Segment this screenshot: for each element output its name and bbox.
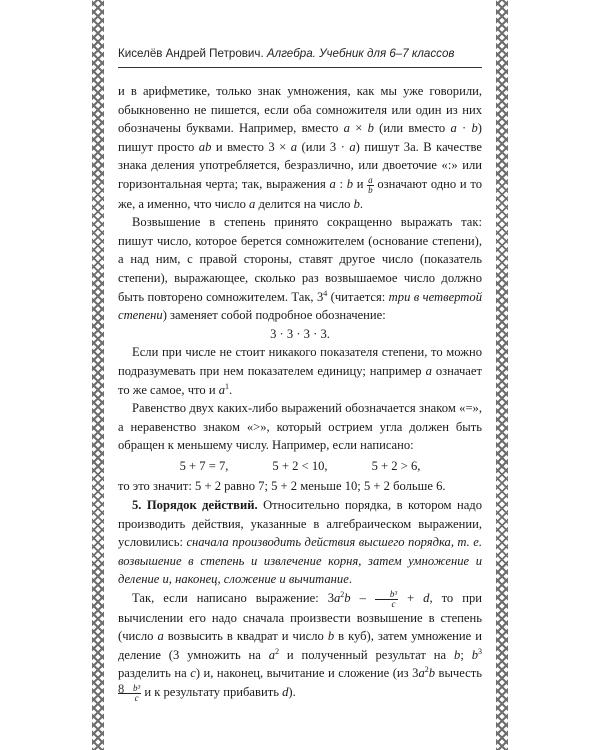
paragraph-7: Так, если написано выражение: $3a^2b$ – $\frac{\text{b³}}{c}$ + d, то при вычислении его надо сначала произвести возвышение в степень (число a возвысить в квадрат и число b в куб), затем умножение и деление (3 умножить на $a^2$ и полученный результат на b; $b^3$ разделить на c) и, наконец, вычитание и сложение (из $3a^2b$ вычесть $\frac{\text{b³}}{c}$ и к результату прибавить d).	[118, 588, 483, 703]
formula-item: 5 + 7 = 7,	[179, 458, 229, 473]
fraction-b3-over-c: $\frac{\text{b³}}{c}$	[375, 590, 398, 609]
fraction-b3-over-c: $\frac{\text{b³}}{c}$	[118, 684, 141, 703]
book-page	[118, 0, 482, 750]
formula-item: 5 + 2 > 6,	[371, 458, 421, 473]
paragraph-2: Возвышение в степень принято сокращенно выражать так: пишут число, которое берется сомножителем (основание степени), а над ним, с правой стороны, ставят другое число (показатель степени), выражающее, сколько раз возвышаемое число должно быть повторено сомножителем. Так, $3^4$ (читается: три в четвертой степени) заменяет собой подробное обозначение:	[118, 215, 482, 323]
formula-1: 3 · 3 · 3 · 3.	[270, 326, 330, 341]
paragraph-6: 5. Порядок действий. Относительно порядка, в котором надо производить действия, указанные в алгебраическом выражении, условились: сначала производить действия высшего порядка, т. е. возвышение в степень и извлечение корня, затем умножение и деление и, наконец, сложение и вычитание.	[118, 498, 483, 587]
header-rule	[118, 67, 482, 68]
body-text	[118, 82, 482, 703]
right-border-decoration	[496, 0, 508, 750]
running-head	[118, 47, 482, 60]
paragraph-3: Если при числе не стоит никакого показателя степени, то можно подразумевать при нем показателем единицу; например a означает то же самое, что и $a^1$.	[118, 345, 482, 397]
formula-item: 5 + 2 < 10,	[272, 458, 328, 473]
formula-row-2	[118, 457, 482, 476]
page-number: 8	[118, 682, 125, 696]
running-head-title: Алгебра. Учебник для 6–7 классов	[266, 47, 455, 60]
fraction-a-over-b: $\frac{a}{b}$	[368, 174, 373, 195]
paragraph-1: и в арифметике, только знак умножения, как мы уже говорили, обыкновенно не пишется, если оба сомножителя или один из них обозначены буквами. Например, вместо a × b (или вместо a · b) пишут просто ab и вместо 3 × a (или 3 · a) пишут 3a. В качестве знака деления употребляется, безразлично, или двоеточие «:» или горизонтальная черта; так, выражения a : b и $\frac{a}{b}$ означают одно и то же, а именно, что число a делится на число b.	[118, 84, 482, 211]
paragraph-4: Равенство двух каких-либо выражений обозначается знаком «=», а неравенство знаком «>», который острием угла должен быть обращен к меньшему числу. Например, если написано:	[118, 401, 482, 453]
left-border-decoration	[92, 0, 104, 750]
section-heading: 5. Порядок действий.	[132, 498, 258, 513]
paragraph-5: то это значит: 5 + 2 равно 7; 5 + 2 меньше 10; 5 + 2 больше 6.	[118, 479, 446, 494]
running-head-author: Киселёв Андрей Петрович.	[118, 47, 264, 60]
